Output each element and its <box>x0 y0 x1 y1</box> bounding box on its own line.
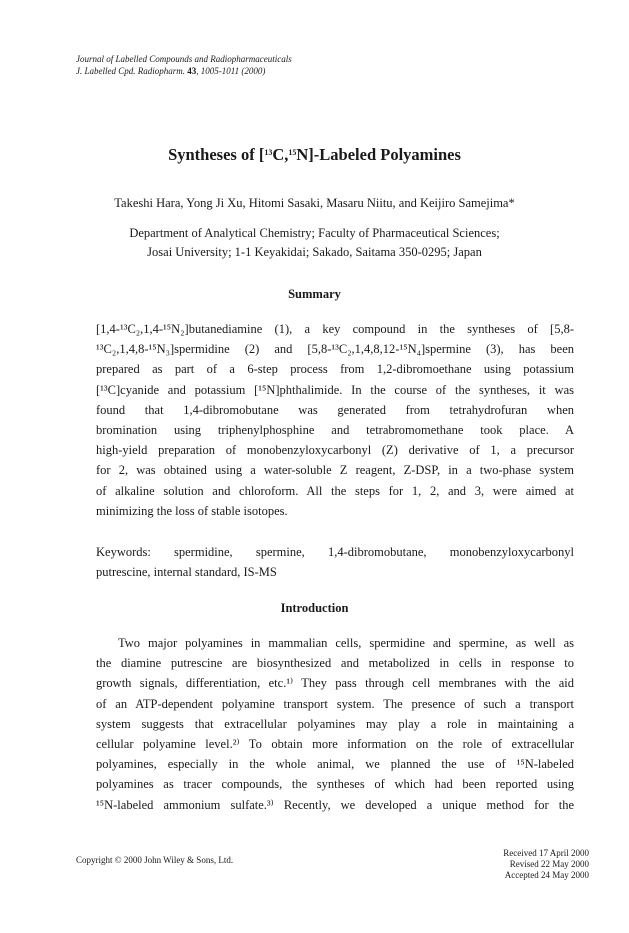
introduction-line: cellular polyamine level.²⁾ To obtain more information on the role of extracellular <box>96 737 574 752</box>
summary-line: of alkaline solution and chloroform. All the steps for 1, 2, and 3, were aimed at <box>96 483 574 498</box>
introduction-paragraph <box>96 633 574 815</box>
introduction-line: polyamines as tracer compounds, the syntheses of which had been reported using <box>96 777 574 792</box>
accepted-date: Accepted 24 May 2000 <box>504 870 589 880</box>
copyright-notice: Copyright © 2000 John Wiley & Sons, Ltd. <box>76 855 234 865</box>
keywords-line: putrescine, internal standard, IS-MS <box>96 565 277 580</box>
introduction-line: Two major polyamines in mammalian cells, spermidine and spermine, as well as <box>118 636 574 650</box>
introduction-line: growth signals, differentiation, etc.¹⁾ They pass through cell membranes with the aid <box>96 676 574 691</box>
summary-line: bromination using triphenylphosphine and tetrabromomethane took place. A <box>96 423 574 438</box>
summary-heading: Summary <box>288 287 341 301</box>
summary-line: for 2, was obtained using a water-soluble Z reagent, Z-DSP, in a two-phase system <box>96 463 574 478</box>
journal-volume: 43 <box>187 66 197 76</box>
revised-date: Revised 22 May 2000 <box>509 859 589 869</box>
introduction-line: polyamines, especially in the whole animal, we planned the use of ¹⁵N-labeled <box>96 757 574 772</box>
summary-paragraph <box>96 319 574 521</box>
journal-header <box>76 53 292 77</box>
journal-citation: J. Labelled Cpd. Radiopharm. 43, 1005-1011 (2000) <box>76 66 266 76</box>
introduction-line: system suggests that extracellular polyamines may play a role in maintaining a <box>96 716 574 731</box>
introduction-line: the diamine putrescine are biosynthesized and metabolized in cells in response to <box>96 656 574 671</box>
summary-line: ¹³C₂,1,4,8-¹⁵N₃]spermidine (2) and [5,8-¹³C₂,1,4,8,12-¹⁵N₄]spermine (3), has been <box>96 342 574 357</box>
submission-dates <box>440 848 589 881</box>
introduction-line: of an ATP-dependent polyamine transport system. The presence of such a transport <box>96 696 574 711</box>
summary-line: high-yield preparation of monobenzyloxycarbonyl (Z) derivative of 1, a precursor <box>96 443 574 458</box>
affiliation-line: Department of Analytical Chemistry; Faculty of Pharmaceutical Sciences; <box>129 226 500 240</box>
introduction-heading: Introduction <box>280 601 349 615</box>
journal-name: Journal of Labelled Compounds and Radiopharmaceuticals <box>76 54 292 64</box>
summary-line: minimizing the loss of stable isotopes. <box>96 503 288 518</box>
author-list: Takeshi Hara, Yong Ji Xu, Hitomi Sasaki, Masaru Niitu, and Keijiro Samejima* <box>114 196 515 210</box>
keywords <box>96 542 574 582</box>
paper-title: Syntheses of [$^{13}$C,$^{15}$N]-Labeled Polyamines <box>168 145 461 164</box>
summary-line: prepared as part of a 6-step process from 1,2-dibromoethane using potassium <box>96 362 574 377</box>
affiliation <box>0 224 629 262</box>
keywords-line: Keywords: spermidine, spermine, 1,4-dibromobutane, monobenzyloxycarbonyl <box>96 545 574 559</box>
introduction-line: ¹⁵N-labeled ammonium sulfate.³⁾ Recently, we developed a unique method for the <box>96 797 574 812</box>
summary-line: found that 1,4-dibromobutane was generated from tetrahydrofuran when <box>96 402 574 417</box>
summary-line: [¹³C]cyanide and potassium [¹⁵N]phthalimide. In the course of the syntheses, it was <box>96 382 574 397</box>
affiliation-line: Josai University; 1-1 Keyakidai; Sakado, Saitama 350-0295; Japan <box>147 245 482 259</box>
summary-line: [1,4-¹³C₂,1,4-¹⁵N₂]butanediamine (1), a key compound in the syntheses of [5,8- <box>96 322 574 336</box>
received-date: Received 17 April 2000 <box>503 848 589 858</box>
